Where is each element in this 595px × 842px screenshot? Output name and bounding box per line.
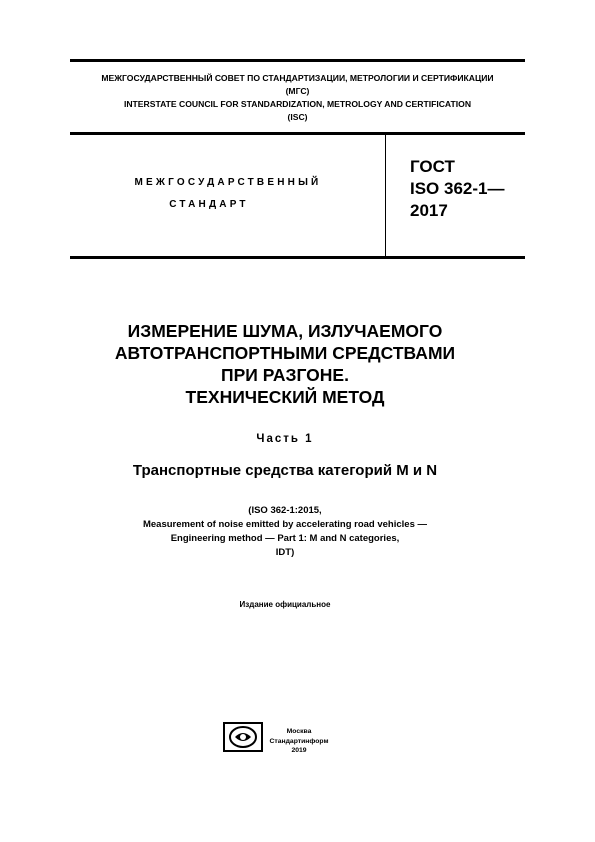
- header-rule-thick: [70, 132, 525, 135]
- title-line-4: ТЕХНИЧЕСКИЙ МЕТОД: [185, 387, 385, 407]
- publisher-name: Стандартинформ: [269, 737, 329, 745]
- publisher-info: [263, 727, 335, 756]
- gost-code-line-2: ISO 362-1—: [410, 179, 505, 198]
- publisher-year: 2019: [291, 747, 307, 754]
- council-abbr-ru: (МГС): [285, 86, 310, 96]
- designation-divider: [385, 135, 386, 257]
- edition-label: Издание официальное: [239, 600, 331, 609]
- iso-reference-line-1: (ISO 362-1:2015,: [248, 505, 322, 516]
- iso-reference-line-2: Measurement of noise emitted by accelerating road vehicles —: [142, 519, 428, 530]
- title-line-2: АВТОТРАНСПОРТНЫМИ СРЕДСТВАМИ: [114, 343, 456, 363]
- iso-reference: [0, 504, 570, 560]
- gost-code-line-1: ГОСТ: [410, 157, 455, 176]
- council-line-ru: МЕЖГОСУДАРСТВЕННЫЙ СОВЕТ ПО СТАНДАРТИЗАЦИИ, МЕТРОЛОГИИ И СЕРТИФИКАЦИИ: [101, 73, 494, 83]
- top-rule-thick: [70, 59, 525, 62]
- publisher-city: Москва: [286, 728, 312, 735]
- standard-type-line-2: СТАНДАРТ: [169, 199, 249, 210]
- council-abbr-en: (ISC): [287, 112, 308, 122]
- gost-code-line-3: 2017: [410, 201, 448, 220]
- gost-code: [410, 156, 505, 222]
- standard-type: [118, 172, 338, 216]
- title-line-3: ПРИ РАЗГОНЕ.: [221, 365, 349, 385]
- part-subtitle: Транспортные средства категорий M и N: [132, 462, 438, 479]
- iso-reference-line-3: Engineering method — Part 1: M and N categories,: [170, 533, 400, 544]
- document-title: [0, 320, 570, 408]
- title-line-1: ИЗМЕРЕНИЕ ШУМА, ИЗЛУЧАЕМОГО: [127, 321, 443, 341]
- standard-type-line-1: МЕЖГОСУДАРСТВЕННЫЙ: [134, 177, 322, 188]
- standartinform-logo-icon: [223, 722, 263, 752]
- part-label: Часть 1: [256, 433, 314, 445]
- designation-rule-thick: [70, 256, 525, 259]
- standartinform-logo-icon-svg: [223, 722, 263, 752]
- iso-reference-line-4: IDT): [275, 547, 295, 558]
- council-line-en: INTERSTATE COUNCIL FOR STANDARDIZATION, METROLOGY AND CERTIFICATION: [123, 99, 472, 109]
- council-header: [0, 72, 595, 124]
